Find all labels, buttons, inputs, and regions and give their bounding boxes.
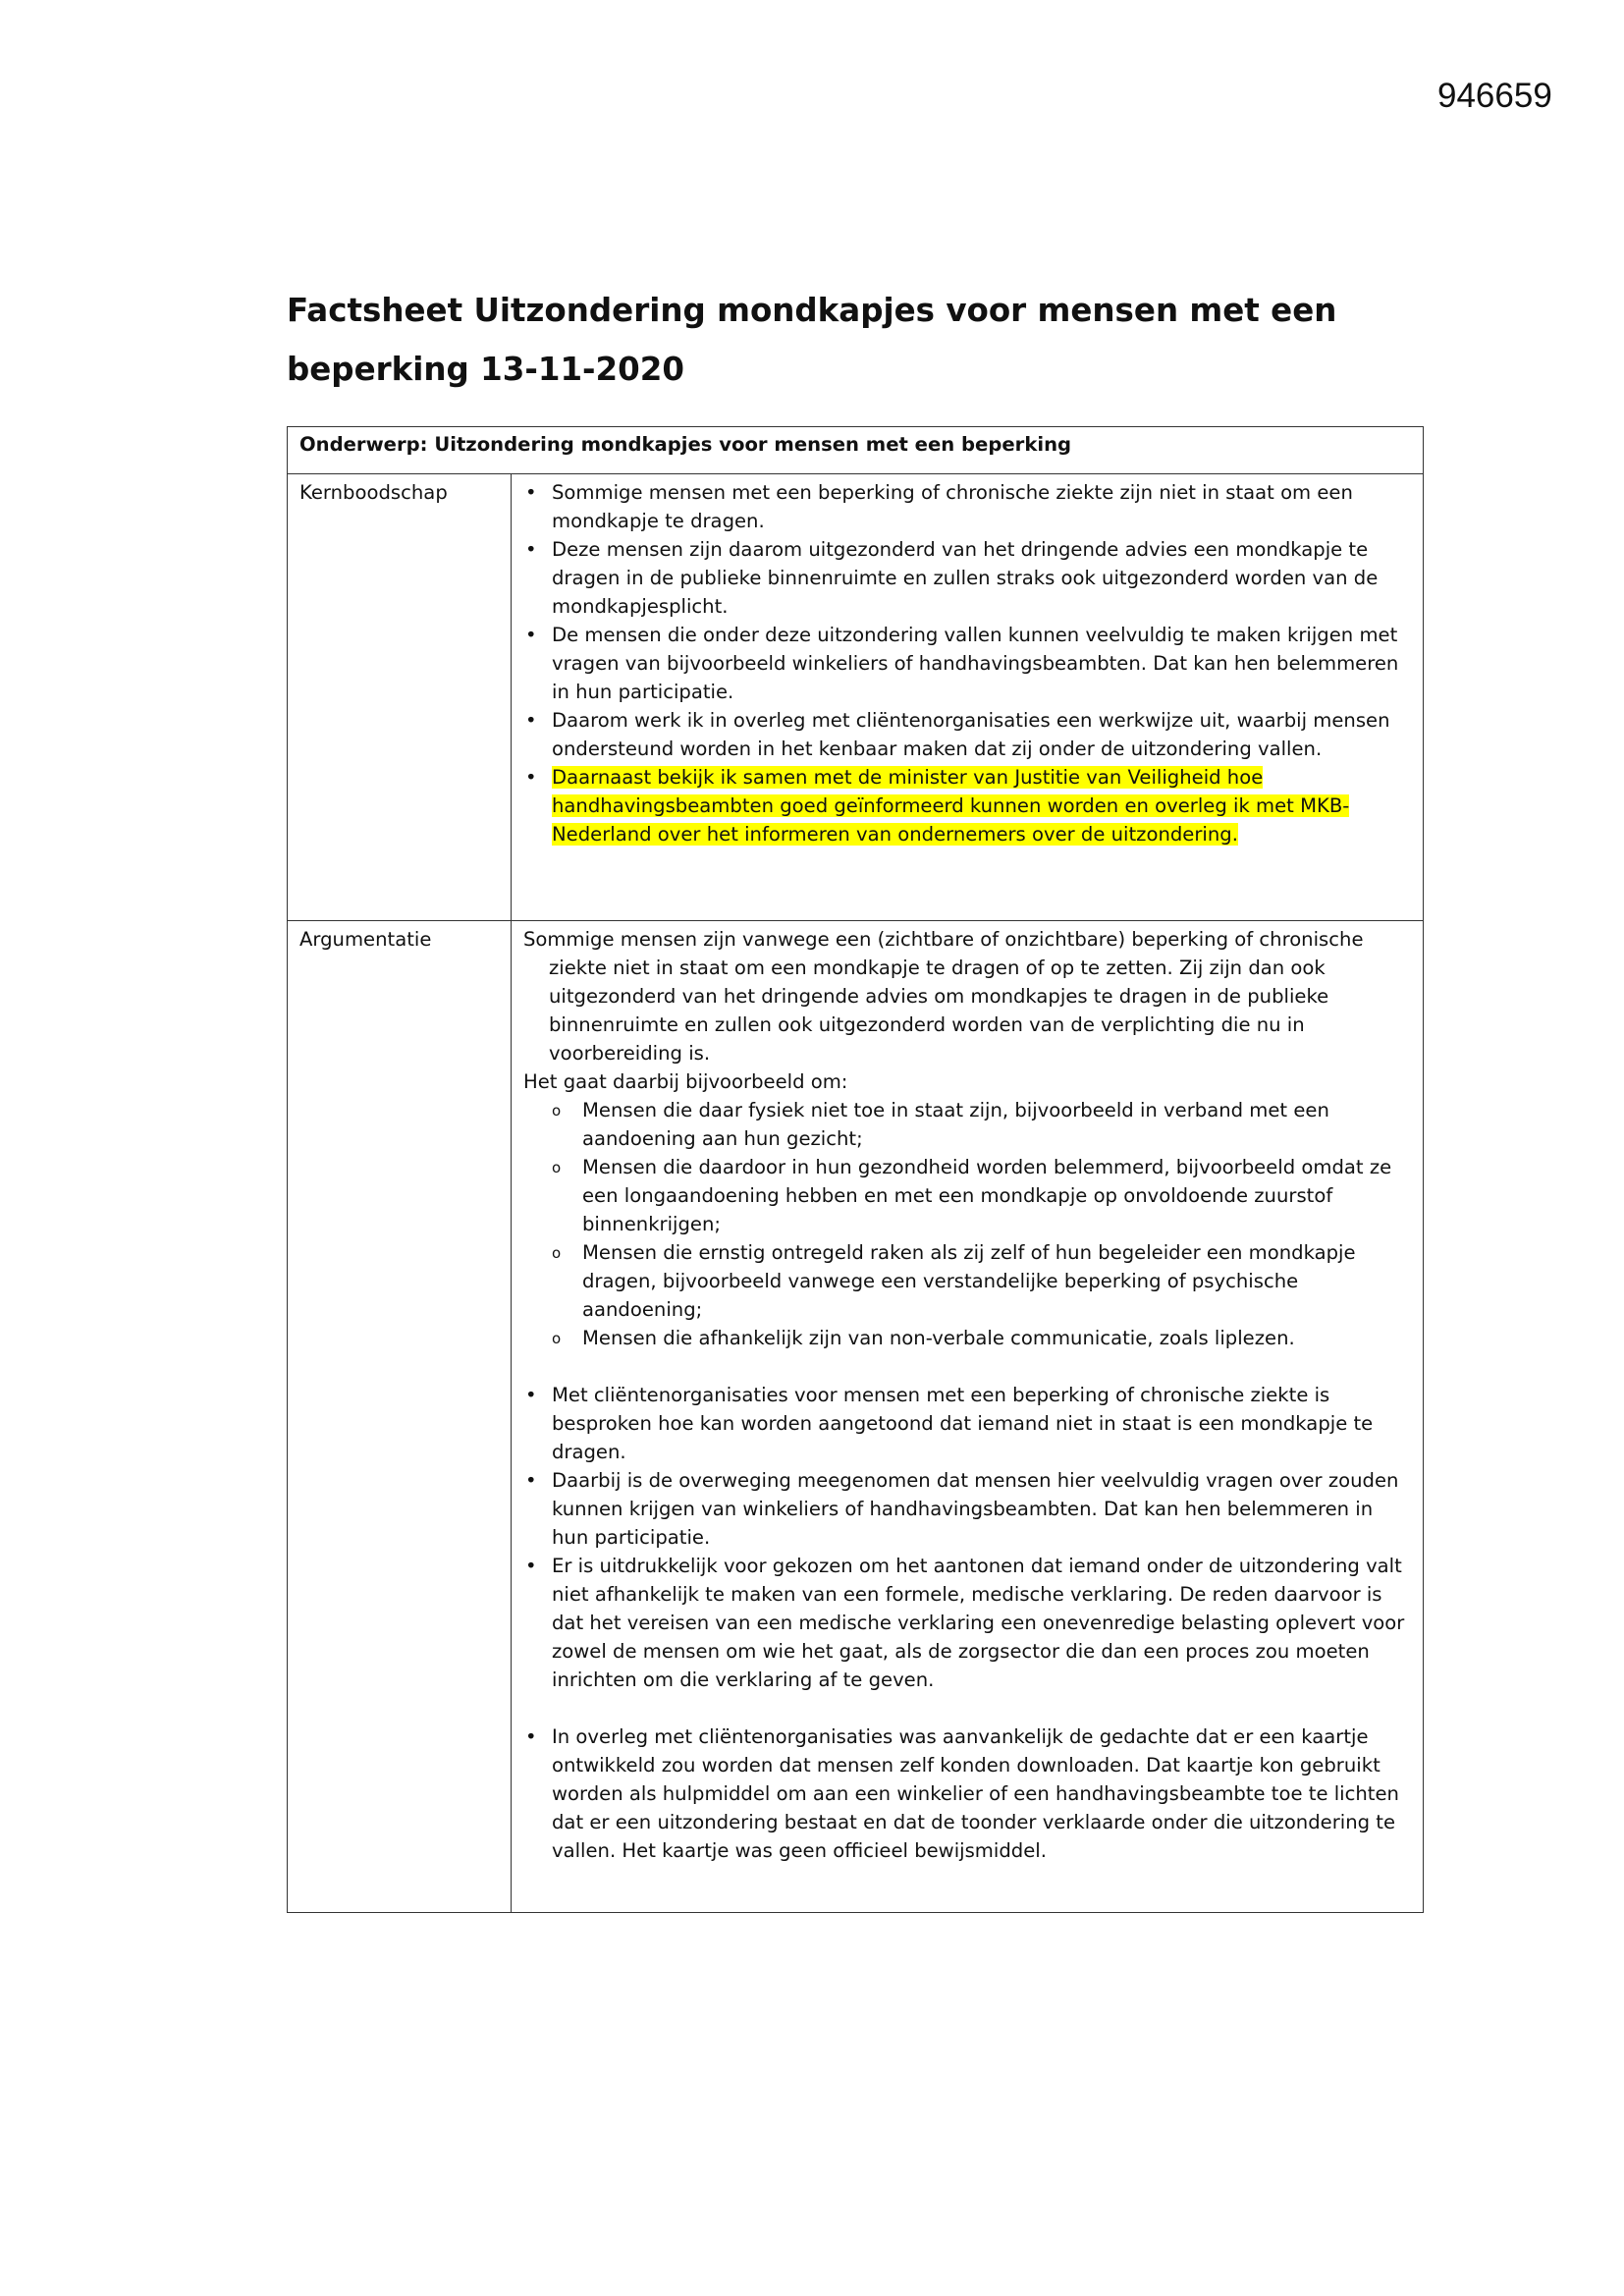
list-item: • Met cliëntenorganisaties voor mensen met een beperking of chronische ziekte is besproken hoe kan worden aangetoond dat iemand niet in staat is een mondkapje te dragen.: [523, 1381, 1411, 1466]
subject-header: Onderwerp: Uitzondering mondkapjes voor mensen met een beperking: [288, 427, 1424, 474]
intro-paragraph: Sommige mensen zijn vanwege een (zichtbare of onzichtbare) beperking of chronische ziekte niet in staat om een mondkapje te dragen of op te zetten. Zij zijn dan ook uitgezonderd van het dringende advies om mondkapjes te dragen in de publieke binnenruimte en zullen ook uitgezonderd worden van de verplichting die nu in voorbereiding is.: [523, 928, 1364, 1065]
table-row-argumentatie: [288, 921, 1424, 1913]
page-title: Factsheet Uitzondering mondkapjes voor mensen met een beperking 13-11-2020: [287, 292, 1337, 388]
sub-list-item: o Mensen die daar fysiek niet toe in staat zijn, bijvoorbeeld in verband met een aandoening aan hun gezicht;: [552, 1096, 1411, 1153]
sub-list-item: o Mensen die daardoor in hun gezondheid worden belemmerd, bijvoorbeeld omdat ze een longaandoening hebben en met een mondkapje op onvoldoende zuurstof binnenkrijgen;: [552, 1153, 1411, 1238]
list-item: • De mensen die onder deze uitzondering vallen kunnen veelvuldig te maken krijgen met vragen van bijvoorbeeld winkeliers of handhavingsbeambten. Dat kan hen belemmeren in hun participatie.: [523, 621, 1411, 706]
row-content: [512, 921, 1424, 1913]
row-label: Kernboodschap: [288, 474, 512, 921]
list-item: • Daarbij is de overweging meegenomen dat mensen hier veelvuldig vragen over zouden kunnen krijgen van winkeliers of handhavingsbeambten. Dat kan hen belemmeren in hun participatie.: [523, 1466, 1411, 1552]
table-row-kernboodschap: [288, 474, 1424, 921]
list-item: • Er is uitdrukkelijk voor gekozen om het aantonen dat iemand onder de uitzondering valt niet afhankelijk te maken van een formele, medische verklaring. De reden daarvoor is dat het vereisen van een medische verklaring een onevenredige belasting oplevert voor zowel de mensen om wie het gaat, als de zorgsector die dan een proces zou moeten inrichten om die verklaring af te geven.: [523, 1552, 1411, 1694]
document-number: 946659: [1437, 77, 1552, 115]
row-label: Argumentatie: [288, 921, 512, 1913]
sub-list-item: o Mensen die ernstig ontregeld raken als zij zelf of hun begeleider een mondkapje dragen, bijvoorbeeld vanwege een verstandelijke beperking of psychische aandoening;: [552, 1238, 1411, 1324]
list-item: • Sommige mensen met een beperking of chronische ziekte zijn niet in staat om een mondkapje te dragen.: [523, 478, 1411, 535]
row-content: [512, 474, 1424, 921]
list-item-highlighted: [523, 763, 1411, 848]
sub-list-item: o Mensen die afhankelijk zijn van non-verbale communicatie, zoals liplezen.: [552, 1324, 1411, 1352]
factsheet-table: [287, 426, 1424, 1913]
lead-text: Het gaat daarbij bijvoorbeeld om:: [523, 1070, 848, 1093]
list-item: • In overleg met cliëntenorganisaties was aanvankelijk de gedachte dat er een kaartje ontwikkeld zou worden dat mensen zelf konden downloaden. Dat kaartje kon gebruikt worden als hulpmiddel om aan een winkelier of een handhavingsbeambte toe te lichten dat er een uitzondering bestaat en dat de toonder verklaarde onder die uitzondering te vallen. Het kaartje was geen officieel bewijsmiddel.: [523, 1722, 1411, 1865]
list-item: • Deze mensen zijn daarom uitgezonderd van het dringende advies een mondkapje te dragen in de publieke binnenruimte en zullen straks ook uitgezonderd worden van de mondkapjesplicht.: [523, 535, 1411, 621]
list-item: • Daarom werk ik in overleg met cliëntenorganisaties een werkwijze uit, waarbij mensen ondersteund worden in het kenbaar maken dat zij onder de uitzondering vallen.: [523, 706, 1411, 763]
highlighted-text: Daarnaast bekijk ik samen met de minister van Justitie van Veiligheid hoe handhavingsbeambten goed geïnformeerd kunnen worden en overleg ik met MKB-Nederland over het informeren van ondernemers over de uitzondering.: [552, 766, 1350, 846]
